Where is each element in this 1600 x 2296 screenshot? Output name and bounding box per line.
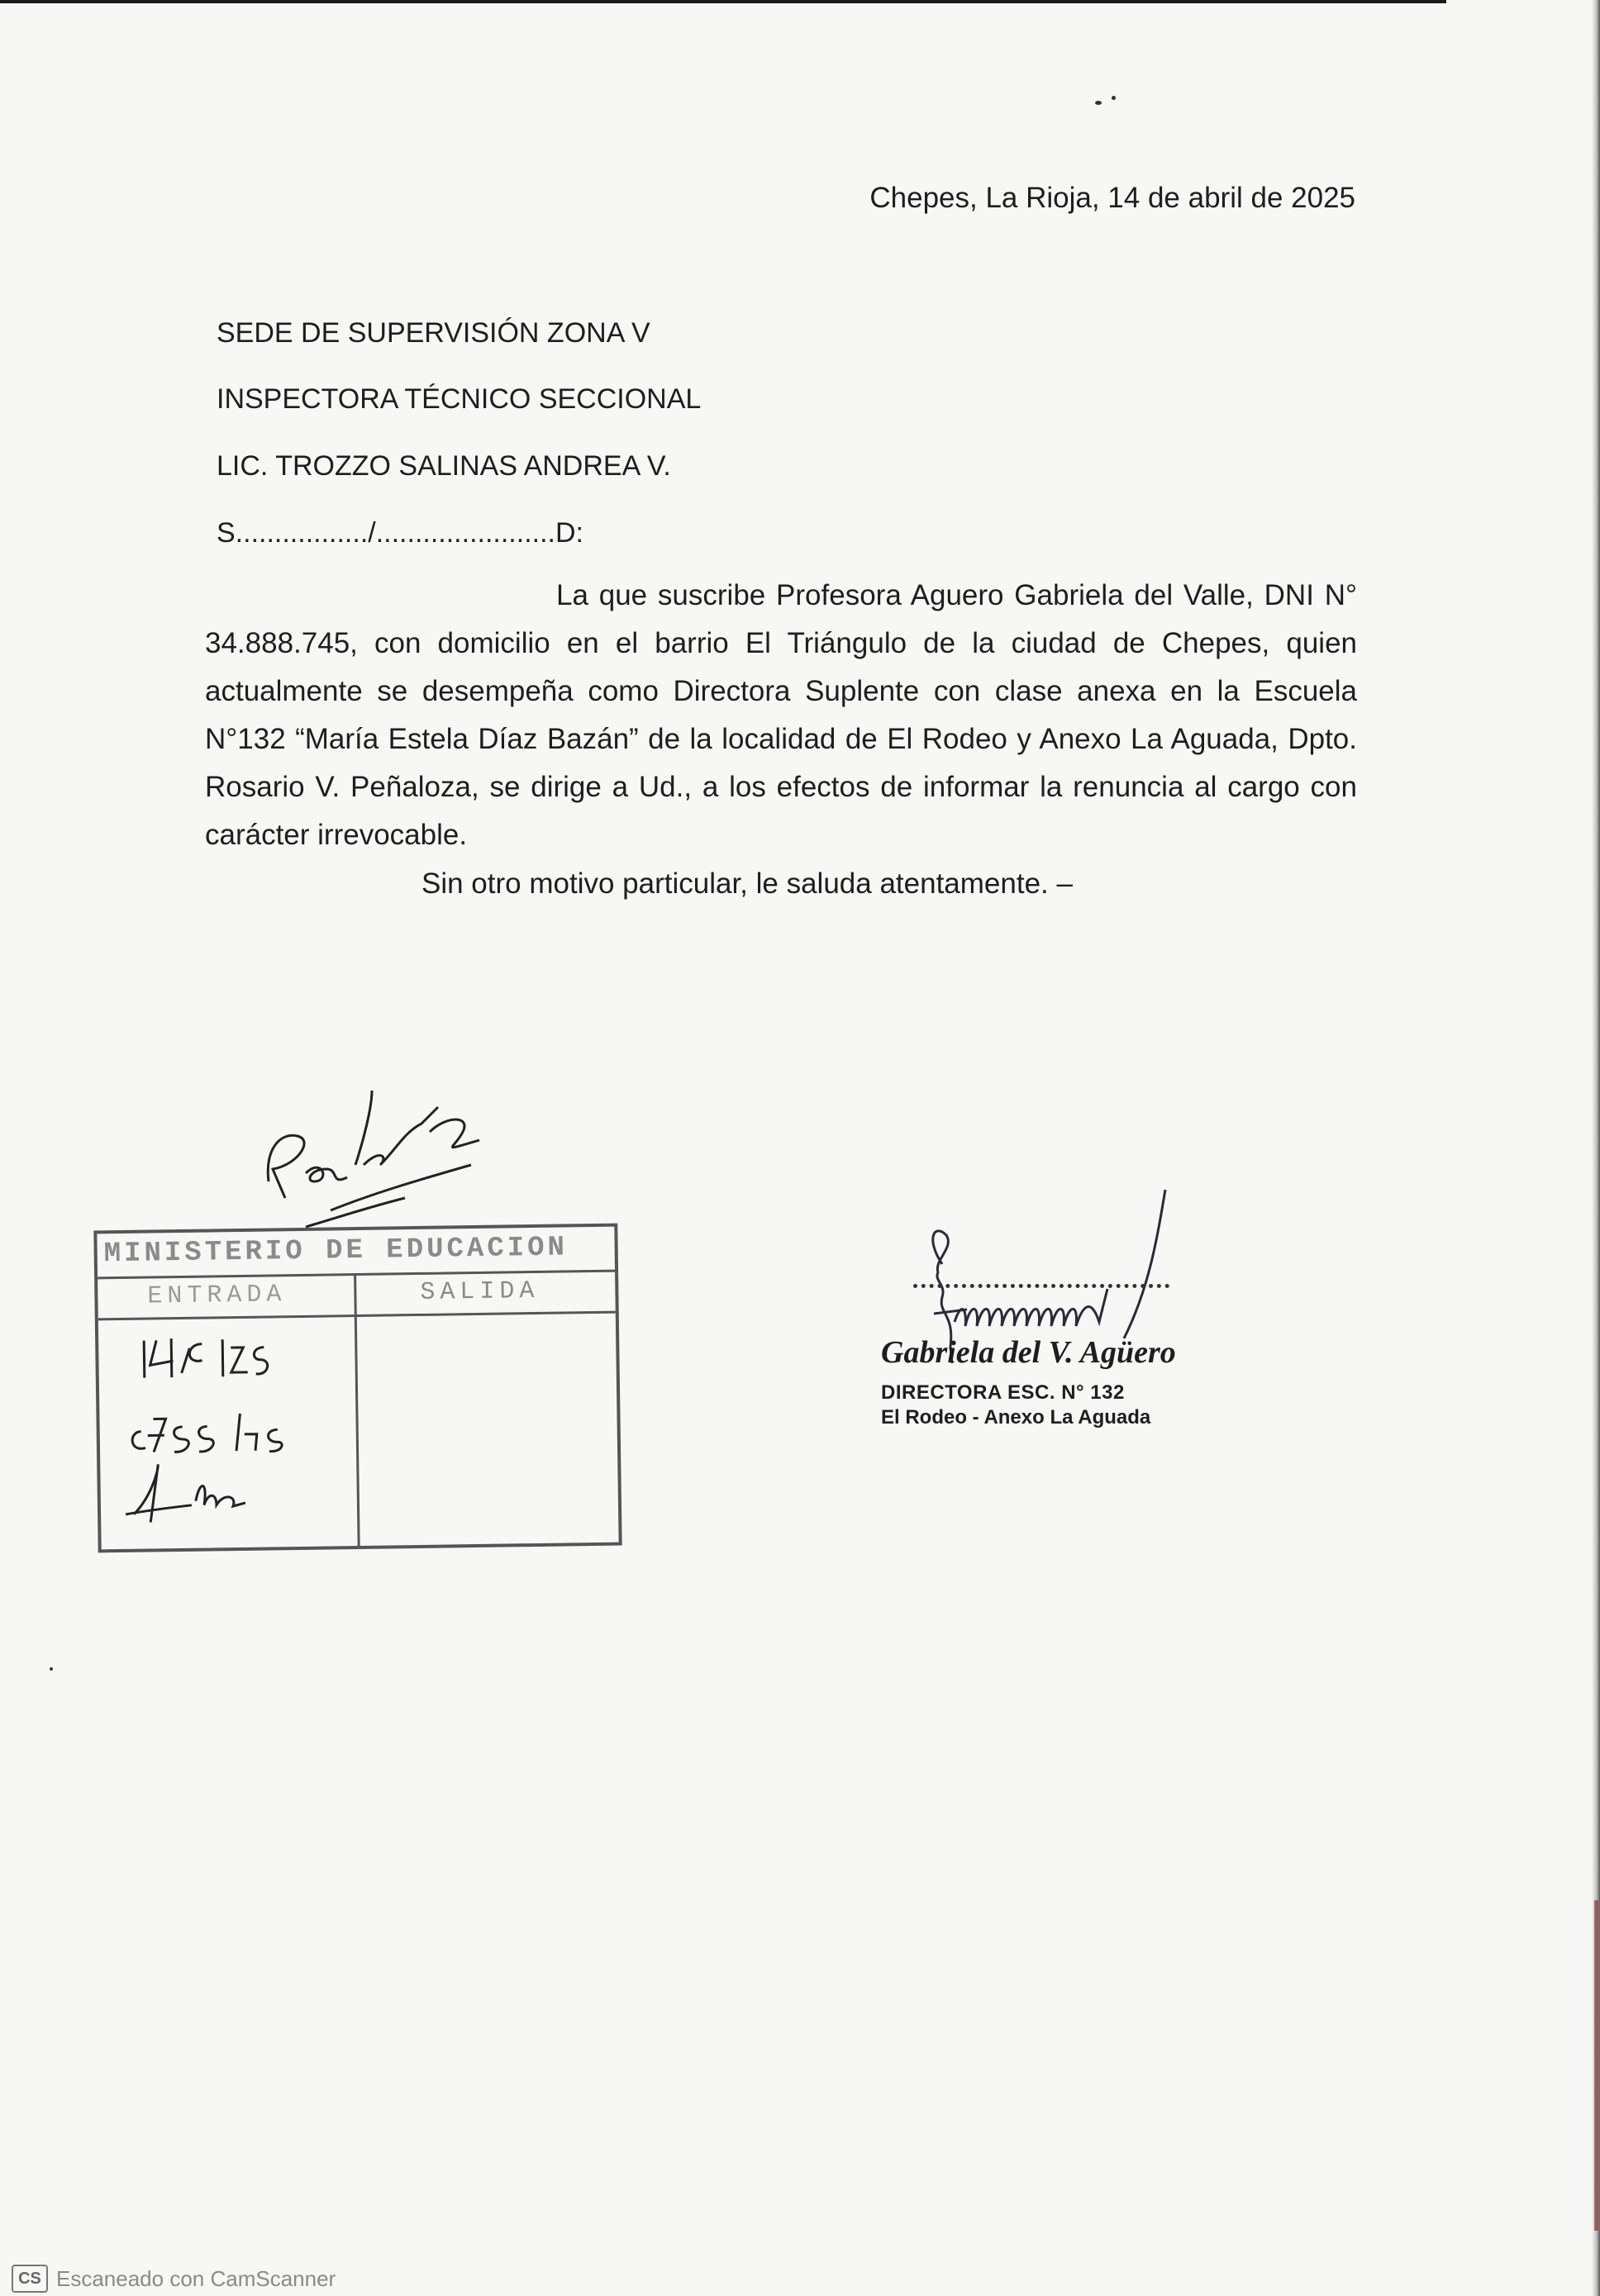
signature-line <box>913 1284 1169 1288</box>
salutation: S................./.......................D: <box>217 517 583 549</box>
scan-speck <box>1112 96 1116 100</box>
stamp-exit-label: SALIDA <box>420 1276 540 1307</box>
letter-body: La que suscribe Profesora Aguero Gabriela del Valle, DNI N° 34.888.745, con domicilio en el barrio El Triángulo de la ciudad de Chepes, quien actualmente se desempeña como Directora Suplente con clase anexa en la Escuela N°132 “María Estela Díaz Bazán” de la localidad de El Rodeo y Anexo La Aguada, Dpto. Rosario V. Peñaloza, se dirige a Ud., a los efectos de informar la renuncia al cargo con carácter irrevocable. <box>205 579 1357 851</box>
scan-speck <box>1095 101 1102 105</box>
scan-top-edge <box>0 0 1446 3</box>
scan-speck <box>50 1667 53 1671</box>
received-handwriting <box>248 1074 496 1239</box>
ministry-stamp <box>93 1224 621 1553</box>
addressee-line-3: LIC. TROZZO SALINAS ANDREA V. <box>217 450 671 482</box>
signer-title: DIRECTORA ESC. N° 132 <box>881 1381 1125 1404</box>
addressee-line-1: SEDE DE SUPERVISIÓN ZONA V <box>217 317 650 349</box>
addressee-line-2: INSPECTORA TÉCNICO SECCIONAL <box>217 383 702 415</box>
letter-closing: Sin otro motivo particular, le saluda atentamente. – <box>421 868 1073 900</box>
stamp-entry-label: ENTRADA <box>147 1281 287 1311</box>
letter-date: Chepes, La Rioja, 14 de abril de 2025 <box>869 182 1355 214</box>
scanner-watermark-text: Escaneado con CamScanner <box>56 2266 336 2291</box>
signer-school: El Rodeo - Anexo La Aguada <box>881 1406 1151 1428</box>
signer-name: Gabriela del V. Agüero <box>881 1335 1176 1370</box>
stamp-header: MINISTERIO DE EDUCACION <box>103 1232 569 1271</box>
stamp-handwritten-entry <box>98 1313 366 1547</box>
scan-edge-mark <box>1594 1900 1598 2231</box>
camscanner-logo: CS <box>12 2265 48 2293</box>
